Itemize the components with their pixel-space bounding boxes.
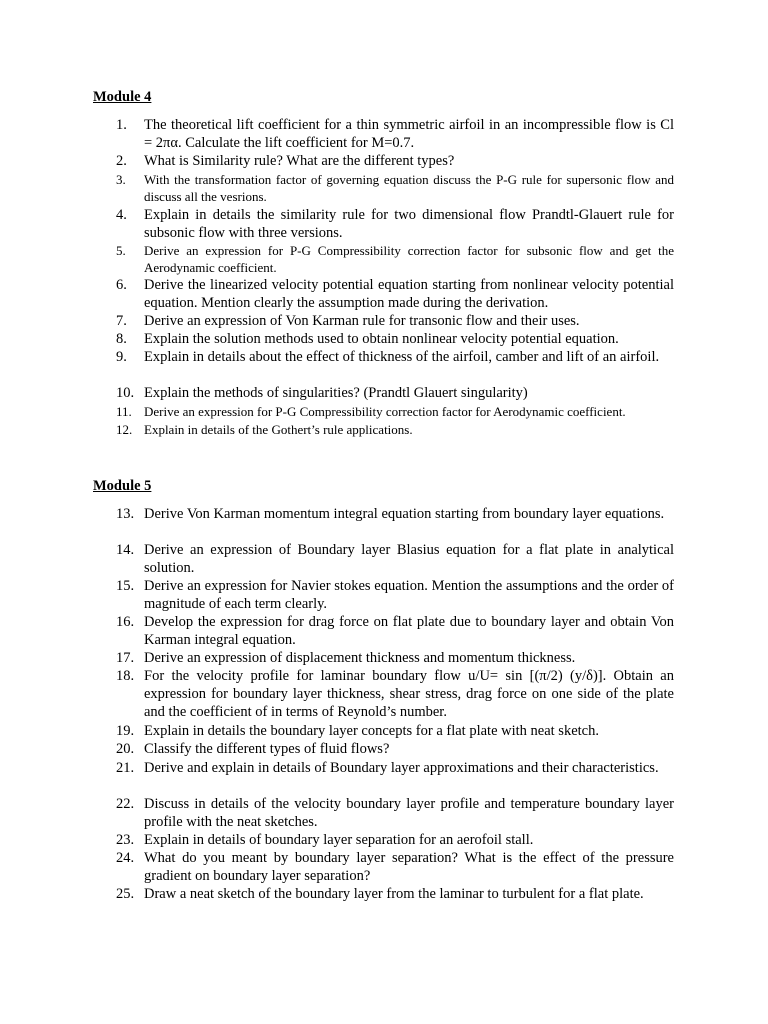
item-text: Explain in details the boundary layer concepts for a flat plate with neat sketch. bbox=[144, 723, 599, 739]
item-number: 5. bbox=[116, 243, 126, 258]
list-item bbox=[116, 722, 674, 740]
item-number: 2. bbox=[116, 153, 127, 169]
item-text: Derive an expression of displacement thickness and momentum thickness. bbox=[144, 650, 576, 666]
list-item bbox=[116, 885, 674, 903]
item-number: 12. bbox=[116, 422, 133, 437]
item-text: Explain in details of the Gothert’s rule applications. bbox=[144, 422, 413, 437]
item-number: 21. bbox=[116, 760, 135, 776]
item-number: 16. bbox=[116, 614, 135, 630]
item-text: Explain in details about the effect of thickness of the airfoil, camber and lift of an airfoil. bbox=[144, 349, 660, 365]
item-text: Derive an expression for P-G Compressibility correction factor for subsonic flow and get the Aerodynamic coefficient. bbox=[144, 243, 674, 275]
list-item bbox=[116, 276, 674, 312]
item-text: The theoretical lift coefficient for a thin symmetric airfoil in an incompressible flow is Cl = 2πα. Calculate the lift coefficient for M=0.7. bbox=[144, 117, 674, 151]
item-text: Explain the methods of singularities? (Prandtl Glauert singularity) bbox=[144, 385, 528, 401]
item-number: 14. bbox=[116, 542, 135, 558]
item-text: Derive an expression of Boundary layer Blasius equation for a flat plate in analytical solution. bbox=[144, 542, 674, 576]
item-text: Explain the solution methods used to obtain nonlinear velocity potential equation. bbox=[144, 331, 619, 347]
item-number: 15. bbox=[116, 578, 135, 594]
item-text: Derive an expression for P-G Compressibility correction factor for Aerodynamic coefficient. bbox=[144, 404, 626, 419]
list-item bbox=[116, 795, 674, 831]
item-text: What is Similarity rule? What are the different types? bbox=[144, 153, 455, 169]
item-text: Explain in details the similarity rule for two dimensional flow Prandtl-Glauert rule for subsonic flow with three versions. bbox=[144, 207, 674, 241]
list-item bbox=[116, 577, 674, 613]
item-text: What do you meant by boundary layer separation? What is the effect of the pressure gradient on boundary layer separation? bbox=[144, 850, 674, 884]
item-text: Derive an expression for Navier stokes equation. Mention the assumptions and the order of magnitude of each term clearly. bbox=[144, 578, 674, 612]
item-number: 18. bbox=[116, 668, 135, 684]
item-number: 23. bbox=[116, 832, 135, 848]
item-number: 20. bbox=[116, 741, 135, 757]
item-number: 25. bbox=[116, 886, 135, 902]
list-item bbox=[116, 421, 674, 438]
item-number: 11. bbox=[116, 404, 132, 419]
list-item bbox=[116, 849, 674, 885]
list-item bbox=[116, 831, 674, 849]
item-number: 24. bbox=[116, 850, 135, 866]
item-number: 1. bbox=[116, 117, 127, 133]
list-item bbox=[116, 171, 674, 205]
list-item bbox=[116, 152, 674, 170]
list-item bbox=[116, 541, 674, 577]
item-text: Derive the linearized velocity potential equation starting from nonlinear velocity potential equation. Mention clearly the assumption made during the derivation. bbox=[144, 277, 674, 311]
list-item bbox=[116, 348, 674, 366]
item-text: For the velocity profile for laminar boundary flow u/U= sin [(π/2) (y/δ)]. Obtain an expression for boundary layer thickness, shear stress, drag force on one side of the plate and the coefficient of in terms of Reynold’s number. bbox=[144, 668, 674, 720]
list-item bbox=[116, 242, 674, 276]
item-number: 19. bbox=[116, 723, 135, 739]
module-4-heading: Module 4 bbox=[93, 89, 152, 105]
item-number: 7. bbox=[116, 313, 127, 329]
item-number: 4. bbox=[116, 207, 127, 223]
item-number: 22. bbox=[116, 796, 135, 812]
item-text: With the transformation factor of governing equation discuss the P-G rule for supersonic flow and discuss all the vesrions. bbox=[144, 172, 674, 204]
item-number: 6. bbox=[116, 277, 127, 293]
item-text: Explain in details of boundary layer separation for an aerofoil stall. bbox=[144, 832, 534, 848]
item-text: Draw a neat sketch of the boundary layer from the laminar to turbulent for a flat plate. bbox=[144, 886, 644, 902]
item-text: Discuss in details of the velocity boundary layer profile and temperature boundary layer profile with the neat sketches. bbox=[144, 796, 674, 830]
item-number: 3. bbox=[116, 172, 126, 187]
list-item bbox=[116, 613, 674, 649]
item-text: Develop the expression for drag force on flat plate due to boundary layer and obtain Von Karman integral equation. bbox=[144, 614, 674, 648]
list-item bbox=[116, 384, 674, 402]
item-number: 17. bbox=[116, 650, 135, 666]
item-text: Derive and explain in details of Boundary layer approximations and their characteristics. bbox=[144, 760, 659, 776]
list-item bbox=[116, 759, 674, 777]
item-number: 8. bbox=[116, 331, 127, 347]
list-item bbox=[116, 206, 674, 242]
list-item bbox=[116, 403, 674, 420]
list-item bbox=[116, 116, 674, 152]
list-item bbox=[116, 330, 674, 348]
item-text: Derive an expression of Von Karman rule for transonic flow and their uses. bbox=[144, 313, 580, 329]
list-item bbox=[116, 649, 674, 667]
list-item bbox=[116, 740, 674, 758]
item-number: 9. bbox=[116, 349, 127, 365]
item-number: 10. bbox=[116, 385, 135, 401]
item-number: 13. bbox=[116, 506, 135, 522]
item-text: Derive Von Karman momentum integral equation starting from boundary layer equations. bbox=[144, 506, 665, 522]
list-item bbox=[116, 667, 674, 721]
list-item bbox=[116, 312, 674, 330]
module-5-heading: Module 5 bbox=[93, 478, 152, 494]
item-text: Classify the different types of fluid flows? bbox=[144, 741, 390, 757]
list-item bbox=[116, 505, 674, 523]
